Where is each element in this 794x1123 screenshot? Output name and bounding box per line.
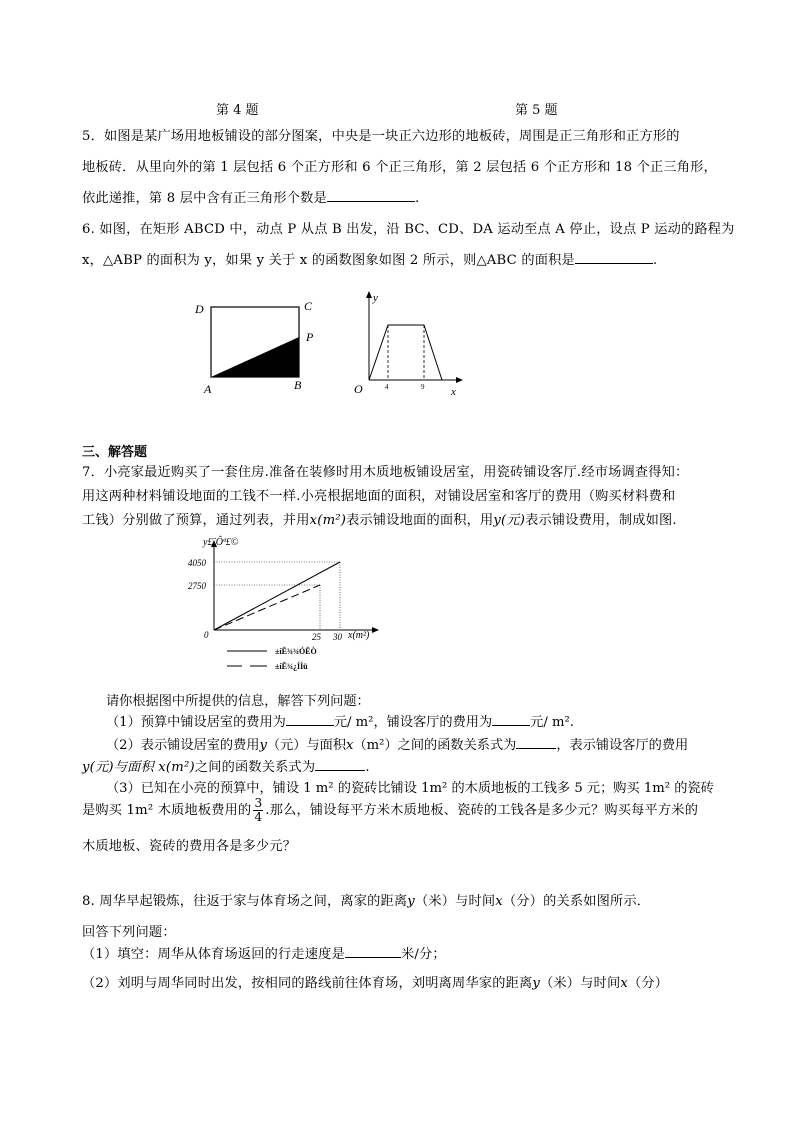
q8-line2: 回答下列问题： [82,925,176,940]
q5-line3 [82,187,419,206]
triangle-abp [211,337,299,377]
xtick-25: 25 [312,632,321,642]
fraction-three-quarters [253,797,263,824]
q7-line3-x: x(m²) [309,513,347,528]
q5-line2: 地板砖．从里向外的第 1 层包括 6 个正方形和 6 个正三角形，第 2 层包括 6 个正方形和 18 个正三角形， [82,160,717,175]
livingroom-line [214,585,320,630]
q8-l4-e: （分） [628,976,669,991]
q7-p2-f: ，表示铺设客厅的费用 [556,738,689,753]
q5-line3-text: 依此递推，第 8 层中含有正三角形个数是 [82,191,327,206]
graph-tick-4: 4 [385,383,389,391]
bedroom-line [214,562,340,630]
q7-p2-y: y [259,738,267,753]
q7-p2-h: x(m²) [158,760,195,775]
q8-l1-c: （米）与时间 [414,894,496,909]
q6-line2-text: x，△ABP 的面积为 y，如果 y 关于 x 的函数图象如图 2 所示，则△ABC 的面积是 [82,253,575,268]
y-axis-arrow [366,291,372,298]
q7-p1-b: 元/ m²，铺设客厅的费用为 [333,715,493,730]
q7-part3-line1: （3）已知在小亮的预算中，铺设 1 m² 的瓷砖比铺设 1m² 的木质地板的工钱多 5 元；购买 1m² 的瓷砖 [106,781,714,796]
q8-l4-c: （米）与时间 [540,976,621,991]
section-title: 三、解答题 [82,445,148,460]
q7-p2-j: . [365,760,370,775]
q7-p1-blank2[interactable] [492,713,530,726]
ytick-4050: 4050 [188,558,206,568]
label-d: D [195,302,204,316]
q7-intro: 请你根据图中所提供的信息，解答下列问题： [106,694,370,709]
q8-l3-b: 米/分； [400,947,446,962]
q6-line2-end: . [652,253,658,268]
q8-l4-a: （2）刘明与周华同时出发，按相同的路线前往体育场，刘明离周华家的距离 [82,976,533,991]
q7-p2-i: 之间的函数关系式为 [194,760,316,775]
q7-line3-c: 表示铺设地面的面积，用 [346,513,494,528]
q7-part2-line1 [106,734,688,753]
frac-num: 3 [254,796,263,810]
q7-p1-blank1[interactable] [286,713,334,726]
q7-p2-blank2[interactable] [315,758,365,771]
graph-label-y: y [373,292,378,304]
q6-rectangle-figure [190,290,330,400]
function-curve [369,325,442,380]
q6-function-graph [345,285,470,405]
q7-part2-line2 [82,756,370,775]
q8-l4-x: x [620,976,628,991]
q8-l4-y: y [532,976,541,991]
q7-p3-b: 是购买 1m² 木质地板费用的 [82,803,252,818]
q7-p2-x: x [346,738,354,753]
q7-p2-blank1[interactable] [516,736,556,749]
q7-line3-e: 表示铺设费用，制成如图. [525,513,677,528]
q7-part3-line2 [82,797,698,824]
caption-fig4: 第 4 题 [216,103,259,118]
label-b: B [294,378,302,392]
q7-line3-y: y(元) [493,513,526,528]
label-a: A [204,382,212,396]
frac-den: 4 [254,810,263,824]
q7-part1 [106,711,574,730]
q8-l1-e: （分）的关系如图所示． [502,894,651,909]
chart-ylabel: y£¨Ôª£© [203,537,239,548]
ytick-0: 0 [204,630,209,640]
q8-answer-blank[interactable] [345,945,401,958]
q7-p2-a: （2）表示铺设居室的费用 [106,738,260,753]
q6-line1: 6. 如图，在矩形 ABCD 中，动点 P 从点 B 出发，沿 BC、CD、DA 运动至点 A 停止，设点 P 运动的路程为 [82,222,735,237]
graph-label-x: x [451,386,456,398]
q7-line1: 7．小亮家最近购买了一套住房.准备在装修时用木质地板铺设居室，用瓷砖铺设客厅.经市场调查得知： [82,465,689,480]
q8-l1-a: 8. 周华早起锻炼，往返于家与体育场之间，离家的距离 [82,894,408,909]
xtick-30: 30 [333,632,342,642]
q8-line1 [82,890,650,909]
q7-p2-g: y(元)与面积 [82,760,154,775]
q8-line4 [82,972,668,991]
q5-line1: 5．如图是某广场用地板铺设的部分图案，中央是一块正六边形的地板砖，周围是正三角形和正方形的 [82,129,680,144]
chart-x-arrow [372,627,379,633]
q7-part3-line3: 木质地板、瓷砖的费用各是多少元？ [82,839,297,854]
q7-line3 [82,509,677,528]
legend-bedroom: ±íÊ¾¾ÓÊÒ [275,647,317,656]
graph-label-o: O [354,382,363,396]
legend-livingroom: ±íÊ¾¿ÍÌü [275,662,308,671]
x-axis-arrow [456,377,463,383]
q6-answer-blank[interactable] [575,251,653,264]
q7-p3-c: .那么，铺设每平方米木质地板、瓷砖的工钱各是多少元？购买每平方米的 [265,803,699,818]
q7-cost-chart [188,532,395,672]
q6-line2 [82,249,657,268]
label-c: C [304,299,313,313]
q7-p2-c: （元）与面积 [266,738,347,753]
q7-line3-a: 工钱）分别做了预算，通过列表，并用 [82,513,310,528]
q8-l1-y: y [407,894,415,909]
q5-answer-blank[interactable] [327,189,415,202]
graph-tick-9: 9 [421,383,425,391]
q5-line3-end: . [414,191,420,206]
q7-p1-c: 元/ m². [530,715,574,730]
caption-fig5: 第 5 题 [515,103,558,118]
q8-l1-x: x [495,894,503,909]
q8-line3 [82,943,446,962]
label-p: P [306,330,314,344]
q8-l3-a: （1）填空：周华从体育场返回的行走速度是 [82,947,345,962]
q7-line2: 用这两种材料铺设地面的工钱不一样.小亮根据地面的面积，对铺设居室和客厅的费用（购买材料费和 [82,489,676,504]
ytick-2750: 2750 [188,581,206,591]
q7-p1-a: （1）预算中铺设居室的费用为 [106,715,286,730]
q7-p2-e: （m²）之间的函数关系式为 [353,738,517,753]
chart-xlabel: x(m²) [348,630,370,641]
